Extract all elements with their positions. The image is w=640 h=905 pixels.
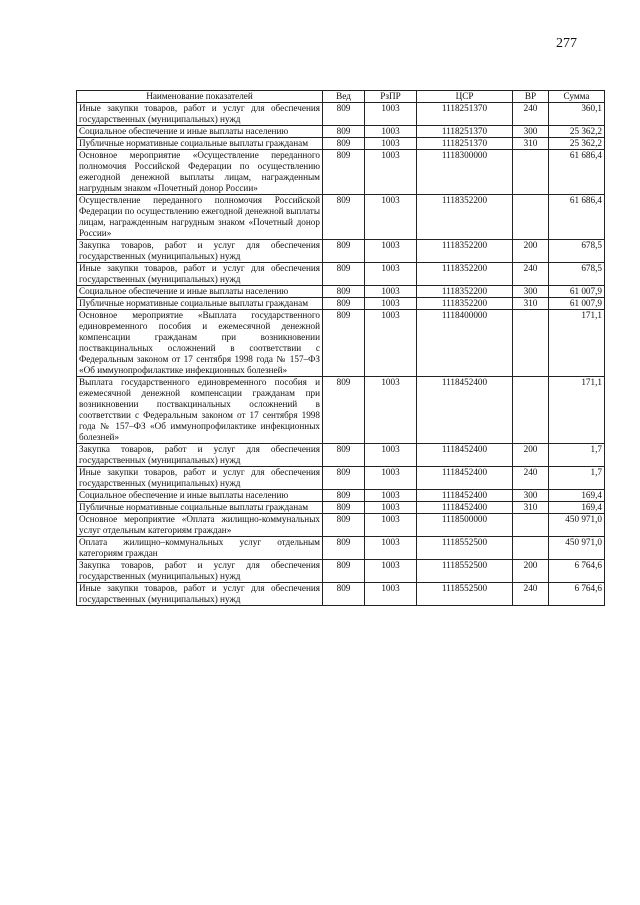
cell-csr: 1118452400	[417, 502, 513, 514]
cell-name: Иные закупки товаров, работ и услуг для обеспечения государственных (муниципальных) нужд	[77, 467, 323, 490]
cell-name: Закупка товаров, работ и услуг для обеспечения государственных (муниципальных) нужд	[77, 444, 323, 467]
cell-sum: 61 686,4	[549, 195, 605, 240]
cell-rzpr: 1003	[365, 583, 417, 606]
cell-ved: 809	[323, 126, 365, 138]
cell-csr: 1118251370	[417, 103, 513, 126]
cell-rzpr: 1003	[365, 138, 417, 150]
cell-csr: 1118251370	[417, 138, 513, 150]
cell-sum: 450 971,0	[549, 514, 605, 537]
table-row	[77, 240, 605, 263]
cell-ved: 809	[323, 103, 365, 126]
cell-name: Осуществление переданного полномочия Российской Федерации по осуществлению ежегодной денежной выплаты лицам, награжденным нагрудным знаком «Почетный донор России»	[77, 195, 323, 240]
cell-ved: 809	[323, 310, 365, 377]
cell-sum: 171,1	[549, 377, 605, 444]
budget-table	[76, 90, 605, 606]
cell-csr: 1118552500	[417, 537, 513, 560]
table-row	[77, 126, 605, 138]
cell-csr: 1118452400	[417, 377, 513, 444]
cell-sum: 61 007,9	[549, 286, 605, 298]
cell-ved: 809	[323, 514, 365, 537]
cell-vr: 200	[513, 444, 549, 467]
cell-sum: 61 007,9	[549, 298, 605, 310]
cell-sum: 678,5	[549, 263, 605, 286]
cell-ved: 809	[323, 195, 365, 240]
cell-sum: 1,7	[549, 467, 605, 490]
cell-vr: 300	[513, 126, 549, 138]
table-row	[77, 444, 605, 467]
table-row	[77, 195, 605, 240]
cell-rzpr: 1003	[365, 126, 417, 138]
cell-vr: 240	[513, 583, 549, 606]
table-body	[77, 103, 605, 606]
cell-csr: 1118251370	[417, 126, 513, 138]
cell-csr: 1118552500	[417, 560, 513, 583]
cell-vr: 310	[513, 298, 549, 310]
cell-csr: 1118552500	[417, 583, 513, 606]
cell-ved: 809	[323, 150, 365, 195]
cell-ved: 809	[323, 444, 365, 467]
cell-sum: 360,1	[549, 103, 605, 126]
table-row	[77, 490, 605, 502]
cell-rzpr: 1003	[365, 103, 417, 126]
cell-sum: 6 764,6	[549, 583, 605, 606]
cell-rzpr: 1003	[365, 537, 417, 560]
cell-csr: 1118452400	[417, 444, 513, 467]
table-row	[77, 560, 605, 583]
cell-vr: 240	[513, 103, 549, 126]
table-row	[77, 298, 605, 310]
cell-sum: 1,7	[549, 444, 605, 467]
cell-sum: 25 362,2	[549, 138, 605, 150]
cell-name: Социальное обеспечение и иные выплаты населению	[77, 126, 323, 138]
table-row	[77, 103, 605, 126]
cell-sum: 450 971,0	[549, 537, 605, 560]
cell-name: Публичные нормативные социальные выплаты гражданам	[77, 502, 323, 514]
cell-rzpr: 1003	[365, 150, 417, 195]
cell-csr: 1118352200	[417, 195, 513, 240]
cell-vr: 200	[513, 560, 549, 583]
cell-rzpr: 1003	[365, 467, 417, 490]
cell-sum: 678,5	[549, 240, 605, 263]
table-row	[77, 377, 605, 444]
table-row	[77, 514, 605, 537]
cell-csr: 1118352200	[417, 240, 513, 263]
cell-csr: 1118352200	[417, 286, 513, 298]
cell-name: Публичные нормативные социальные выплаты гражданам	[77, 298, 323, 310]
table-row	[77, 310, 605, 377]
cell-name: Выплата государственного единовременного пособия и ежемесячной денежной компенсации гражданам при возникновении поствакцинальных осложнений в соответствии с Федеральным законом от 17 сентября 1998 года № 157–ФЗ «Об иммунопрофилактике инфекционных болезней»	[77, 377, 323, 444]
cell-vr: 200	[513, 240, 549, 263]
table-row	[77, 138, 605, 150]
cell-vr: 300	[513, 490, 549, 502]
cell-vr	[513, 150, 549, 195]
table-row	[77, 263, 605, 286]
cell-rzpr: 1003	[365, 514, 417, 537]
cell-ved: 809	[323, 560, 365, 583]
cell-csr: 1118452400	[417, 490, 513, 502]
cell-vr	[513, 514, 549, 537]
cell-ved: 809	[323, 467, 365, 490]
cell-ved: 809	[323, 298, 365, 310]
cell-vr	[513, 310, 549, 377]
cell-name: Публичные нормативные социальные выплаты гражданам	[77, 138, 323, 150]
cell-name: Основное мероприятие «Оплата жилищно-коммунальных услуг отдельным категориям граждан»	[77, 514, 323, 537]
cell-name: Социальное обеспечение и иные выплаты населению	[77, 490, 323, 502]
cell-rzpr: 1003	[365, 263, 417, 286]
cell-sum: 169,4	[549, 490, 605, 502]
cell-name: Оплата жилищно–коммунальных услуг отдельным категориям граждан	[77, 537, 323, 560]
cell-sum: 171,1	[549, 310, 605, 377]
cell-rzpr: 1003	[365, 195, 417, 240]
cell-rzpr: 1003	[365, 240, 417, 263]
table-row	[77, 467, 605, 490]
cell-vr: 310	[513, 502, 549, 514]
header-vr: ВР	[513, 91, 549, 103]
cell-csr: 1118452400	[417, 467, 513, 490]
cell-sum: 169,4	[549, 502, 605, 514]
header-ved: Вед	[323, 91, 365, 103]
cell-rzpr: 1003	[365, 286, 417, 298]
cell-name: Основное мероприятие «Выплата государственного единовременного пособия и ежемесячной денежной компенсации гражданам при возникновении поствакцинальных осложнений в соответствии с Федеральным законом от 17 сентября 1998 года № 157–ФЗ «Об иммунопрофилактике инфекционных болезней»	[77, 310, 323, 377]
cell-vr: 310	[513, 138, 549, 150]
cell-vr	[513, 195, 549, 240]
cell-rzpr: 1003	[365, 377, 417, 444]
table-row	[77, 150, 605, 195]
cell-name: Социальное обеспечение и иные выплаты населению	[77, 286, 323, 298]
cell-ved: 809	[323, 583, 365, 606]
cell-rzpr: 1003	[365, 298, 417, 310]
cell-vr	[513, 377, 549, 444]
cell-ved: 809	[323, 490, 365, 502]
cell-ved: 809	[323, 537, 365, 560]
cell-vr: 300	[513, 286, 549, 298]
header-rzpr: РзПР	[365, 91, 417, 103]
cell-ved: 809	[323, 377, 365, 444]
cell-name: Закупка товаров, работ и услуг для обеспечения государственных (муниципальных) нужд	[77, 560, 323, 583]
cell-name: Иные закупки товаров, работ и услуг для обеспечения государственных (муниципальных) нужд	[77, 103, 323, 126]
header-sum: Сумма	[549, 91, 605, 103]
cell-sum: 25 362,2	[549, 126, 605, 138]
cell-rzpr: 1003	[365, 490, 417, 502]
cell-csr: 1118400000	[417, 310, 513, 377]
cell-csr: 1118500000	[417, 514, 513, 537]
cell-ved: 809	[323, 286, 365, 298]
table-row	[77, 286, 605, 298]
table-row	[77, 537, 605, 560]
cell-rzpr: 1003	[365, 444, 417, 467]
cell-csr: 1118352200	[417, 263, 513, 286]
cell-name: Закупка товаров, работ и услуг для обеспечения государственных (муниципальных) нужд	[77, 240, 323, 263]
cell-rzpr: 1003	[365, 502, 417, 514]
cell-ved: 809	[323, 138, 365, 150]
cell-vr: 240	[513, 263, 549, 286]
cell-csr: 1118352200	[417, 298, 513, 310]
table-row	[77, 583, 605, 606]
cell-name: Иные закупки товаров, работ и услуг для обеспечения государственных (муниципальных) нужд	[77, 583, 323, 606]
cell-sum: 6 764,6	[549, 560, 605, 583]
cell-name: Основное мероприятие «Осуществление переданного полномочия Российской Федерации по осуществлению ежегодной денежной выплаты лицам, награжденным нагрудным знаком «Почетный донор России»	[77, 150, 323, 195]
cell-ved: 809	[323, 263, 365, 286]
cell-sum: 61 686,4	[549, 150, 605, 195]
cell-csr: 1118300000	[417, 150, 513, 195]
cell-rzpr: 1003	[365, 310, 417, 377]
page-number: 277	[556, 36, 577, 51]
cell-ved: 809	[323, 240, 365, 263]
table-row	[77, 502, 605, 514]
cell-vr	[513, 537, 549, 560]
cell-ved: 809	[323, 502, 365, 514]
cell-name: Иные закупки товаров, работ и услуг для обеспечения государственных (муниципальных) нужд	[77, 263, 323, 286]
header-csr: ЦСР	[417, 91, 513, 103]
cell-vr: 240	[513, 467, 549, 490]
header-name: Наименование показателей	[77, 91, 323, 103]
table-header-row	[77, 91, 605, 103]
cell-rzpr: 1003	[365, 560, 417, 583]
